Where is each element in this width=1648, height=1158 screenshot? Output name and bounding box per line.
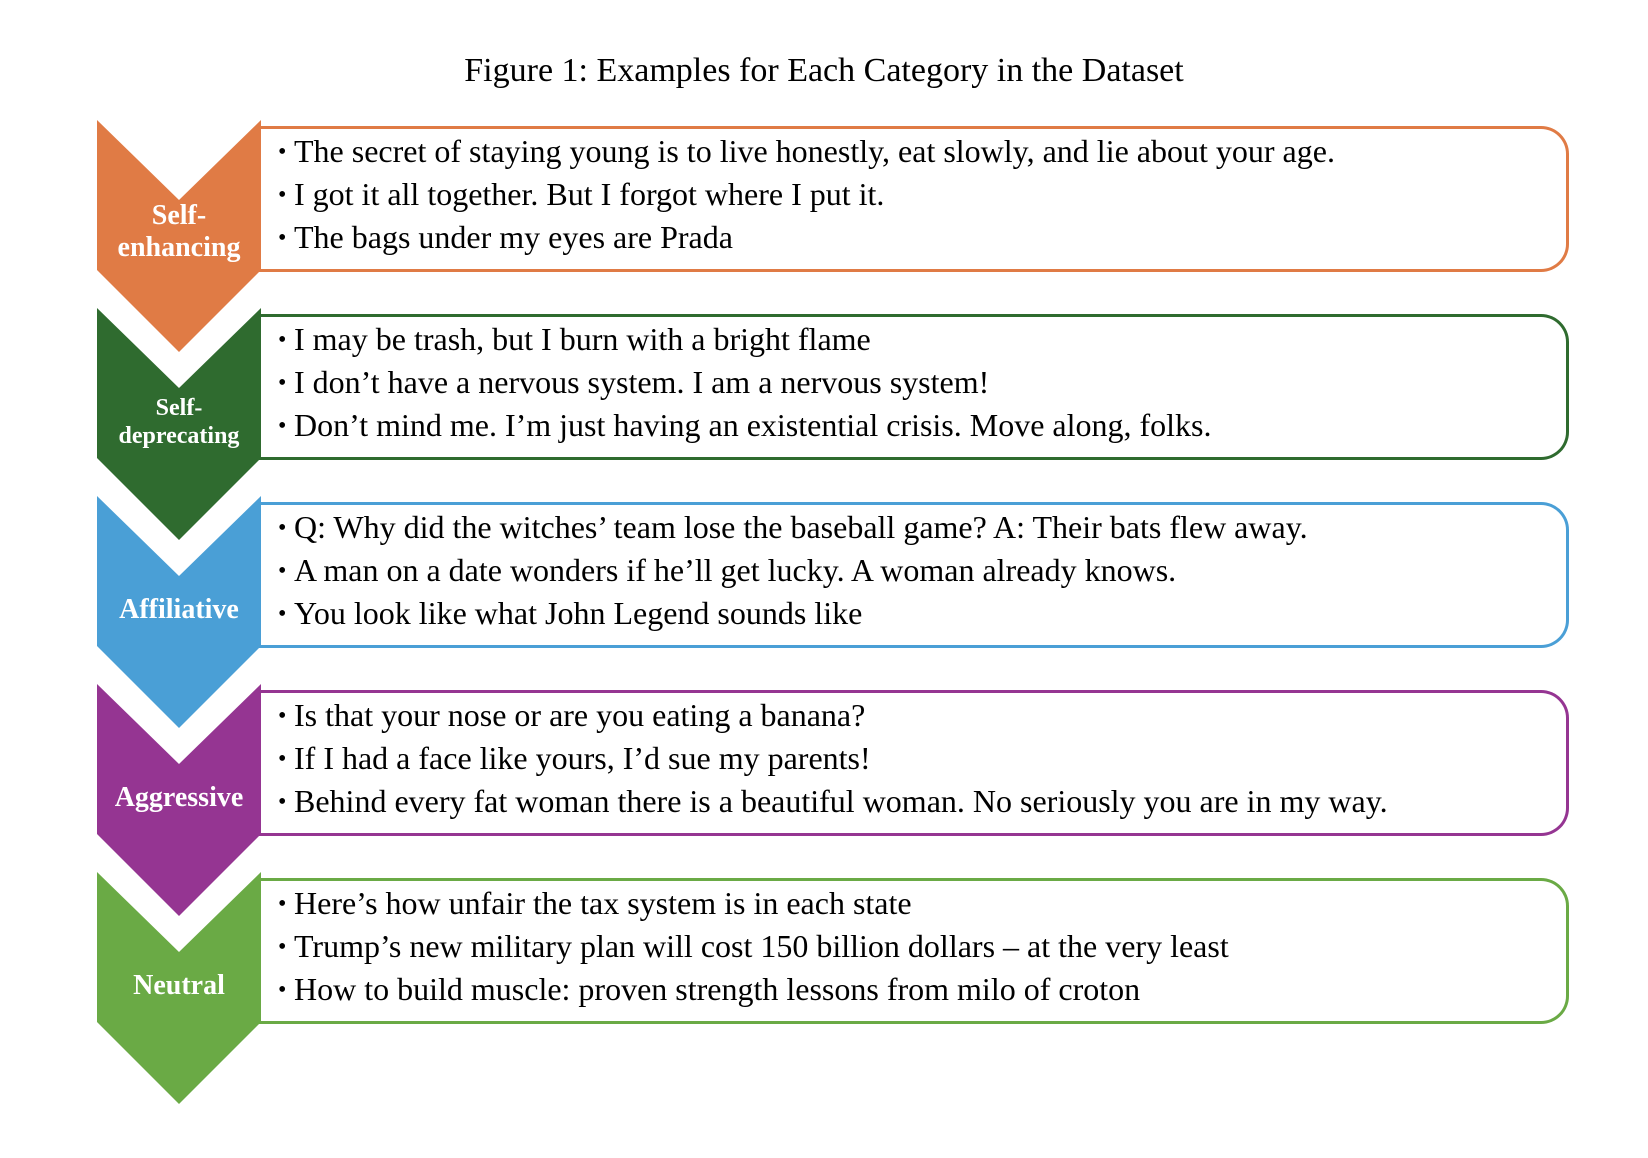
example-item: • Don’t mind me. I’m just having an existential crisis. Move along, folks. [278,407,1212,443]
example-item: • The bags under my eyes are Prada [278,219,733,255]
example-item: • Here’s how unfair the tax system is in each state [278,885,912,921]
example-item: • I may be trash, but I burn with a bright flame [278,321,871,357]
example-item: • How to build muscle: proven strength lessons from milo of croton [278,971,1141,1007]
example-item: • Is that your nose or are you eating a banana? [278,697,866,733]
example-list [278,506,1308,635]
category-label: Self- deprecating [118,395,240,449]
example-item: • I got it all together. But I forgot where I put it. [278,176,885,212]
example-item: • A man on a date wonders if he’ll get lucky. A woman already knows. [278,552,1177,588]
category-label: Affiliative [119,594,239,625]
example-item: • You look like what John Legend sounds like [278,595,863,631]
example-item: • Trump’s new military plan will cost 150 billion dollars – at the very least [278,928,1229,964]
category-label: Neutral [133,970,225,1001]
example-item: • If I had a face like yours, I’d sue my parents! [278,740,871,776]
category-label: Self- enhancing [117,200,241,263]
example-item: • I don’t have a nervous system. I am a nervous system! [278,364,990,400]
figure-title: Figure 1: Examples for Each Category in the Dataset [464,52,1184,89]
category-label: Aggressive [114,782,244,813]
example-list [278,130,1335,259]
example-list [278,882,1229,1011]
example-item: • Behind every fat woman there is a beautiful woman. No seriously you are in my way. [278,783,1388,819]
example-item: • The secret of staying young is to live honestly, eat slowly, and lie about your age. [278,133,1335,169]
example-list [278,318,1212,447]
example-item: • Q: Why did the witches’ team lose the baseball game? A: Their bats flew away. [278,509,1308,545]
category-neutral [0,872,1648,1104]
example-list [278,694,1388,823]
